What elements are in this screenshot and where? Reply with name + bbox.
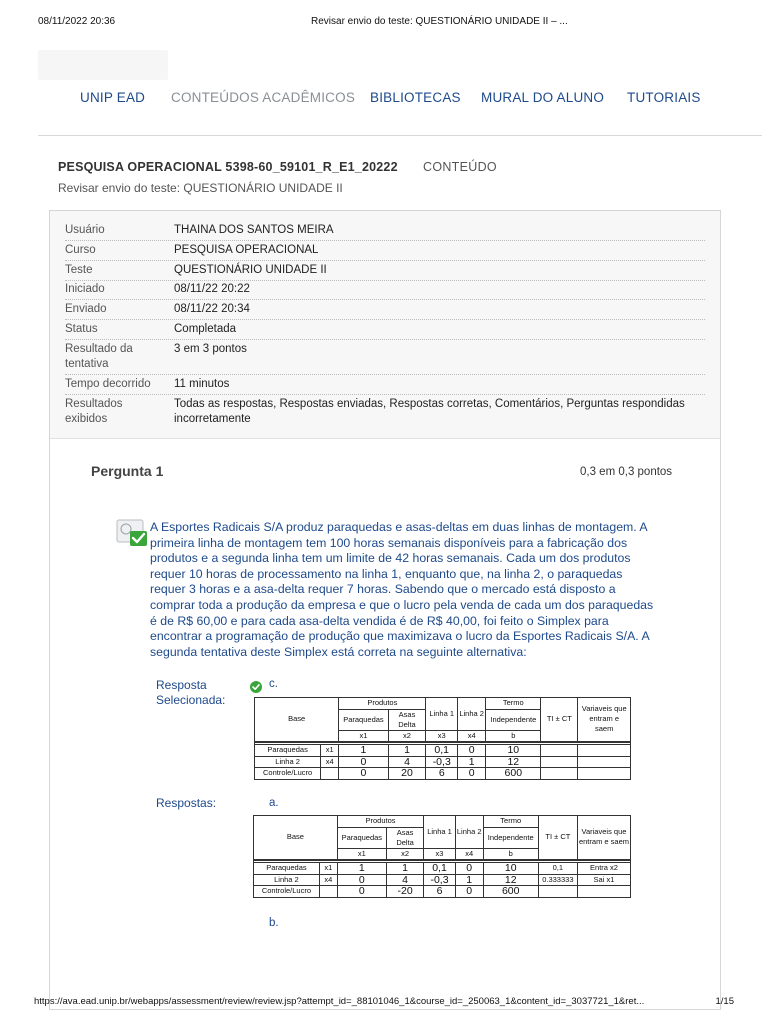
cell-base: Linha 2	[255, 756, 321, 768]
header-variaveis: Variaveis que entram e saem	[577, 816, 630, 860]
summary-value: 3 em 3 pontos	[174, 343, 247, 355]
cell-base: Controle/Lucro	[254, 886, 320, 898]
nav-unip-ead[interactable]: UNIP EAD	[80, 90, 146, 105]
cell-x3: -0,3	[426, 756, 458, 768]
cell-x2: -20	[386, 886, 423, 898]
header-asas-delta: Asas Delta	[386, 827, 423, 848]
summary-row	[65, 302, 705, 320]
cell-ti-ct	[538, 886, 577, 898]
header-b: b	[483, 848, 538, 860]
cell-b: 10	[486, 745, 541, 757]
logo[interactable]	[38, 50, 168, 80]
summary-row	[65, 243, 705, 261]
table-row	[255, 756, 631, 768]
summary-row	[65, 342, 705, 375]
cell-x2: 1	[388, 745, 426, 757]
table-row	[254, 886, 631, 898]
cell-x3: -0,3	[424, 874, 455, 886]
cell-var: x4	[319, 874, 337, 886]
header-termo: Termo	[483, 816, 538, 828]
cell-base: Controle/Lucro	[255, 768, 321, 780]
cell-x1: 0	[337, 886, 386, 898]
cell-x1: 1	[339, 745, 388, 757]
cell-variaveis	[578, 745, 631, 757]
selected-answer-label: Resposta Selecionada:	[156, 678, 226, 707]
nav-mural-do-aluno[interactable]: MURAL DO ALUNO	[481, 90, 605, 105]
top-navigation	[0, 90, 768, 110]
header-linha1: Linha 1	[426, 698, 458, 731]
attempt-summary	[50, 211, 720, 439]
summary-label: Status	[65, 323, 98, 335]
cell-x2: 4	[388, 756, 426, 768]
review-panel	[49, 210, 721, 1010]
table-row	[255, 768, 631, 780]
cell-var: x4	[321, 756, 339, 768]
cell-x2: 1	[386, 863, 423, 875]
header-base: Base	[255, 698, 339, 742]
nav-tutoriais[interactable]: TUTORIAIS	[627, 90, 701, 105]
summary-row	[65, 397, 705, 431]
answers-label: Respostas:	[156, 796, 217, 810]
nav-conteudos-academicos[interactable]: CONTEÚDOS ACADÊMICOS	[171, 90, 356, 105]
cell-variaveis	[577, 886, 630, 898]
summary-value: 11 minutos	[174, 378, 230, 390]
cell-b: 600	[486, 768, 541, 780]
cell-x1: 1	[337, 863, 386, 875]
summary-value: 08/11/22 20:22	[174, 283, 250, 295]
print-header	[38, 16, 734, 30]
cell-b: 12	[483, 874, 538, 886]
header-x4: x4	[455, 848, 483, 860]
header-paraquedas: Paraquedas	[337, 827, 386, 848]
summary-label: Enviado	[65, 303, 107, 315]
header-asas-delta: Asas Delta	[388, 709, 426, 730]
header-ti-ct: TI ± CT	[538, 816, 577, 860]
header-linha1: Linha 1	[424, 816, 455, 849]
summary-row	[65, 282, 705, 300]
selected-answer-table	[254, 697, 631, 780]
cell-variaveis	[578, 768, 631, 780]
print-url: https://ava.ead.unip.br/webapps/assessment/review/review.jsp?attempt_id=_88101046_1&course_id=_250063_1&content_id=_3037721_1&ret...	[34, 996, 645, 1007]
summary-value: QUESTIONÁRIO UNIDADE II	[174, 264, 327, 276]
cell-x2: 4	[386, 874, 423, 886]
cell-variaveis: Entra x2	[577, 863, 630, 875]
cell-x3: 0,1	[424, 863, 455, 875]
question-points: 0,3 em 0,3 pontos	[580, 466, 673, 478]
header-variaveis: Variaveis que entram e saem	[578, 698, 631, 742]
summary-label: Resultado da tentativa	[65, 343, 133, 370]
header-produtos: Produtos	[339, 698, 426, 710]
cell-variaveis: Sai x1	[577, 874, 630, 886]
cell-x4: 0	[458, 768, 486, 780]
cell-x2: 20	[388, 768, 426, 780]
question-title: Pergunta 1	[91, 463, 164, 479]
cell-ti-ct: 0,1	[538, 863, 577, 875]
option-b-letter: b.	[269, 917, 279, 929]
header-produtos: Produtos	[337, 816, 424, 828]
cell-var	[319, 886, 337, 898]
header-x2: x2	[386, 848, 423, 860]
cell-x4: 1	[455, 874, 483, 886]
cell-base: Linha 2	[254, 874, 320, 886]
summary-label: Teste	[65, 264, 93, 276]
correct-answer-icon	[116, 519, 148, 547]
nav-divider	[38, 135, 762, 136]
question-text: A Esportes Radicais S/A produz paraquedas e asas-deltas em duas linhas de montagem. A primeira linha de montagem tem 100 horas semanais disponíveis para a fabricação dos produtos e a segunda linha tem um limite de 42 horas semanais. Cada um dos produtos requer 10 horas de processamento na linha 1, enquanto que, na linha 2, o paraquedas requer 3 horas e a asa-delta requer 7 horas. Sabendo que o mercado está disposto a comprar toda a produção da empresa e que o lucro pela venda de cada um dos paraquedas é de R$ 60,00 e para cada asa-delta vendida é de R$ 40,00, foi feito o Simplex para encontrar a programação de produção que maximizava o lucro da Esportes Radicais S/A. A segunda tentativa deste Simplex está correta na seguinte alternativa:	[150, 520, 654, 659]
cell-x4: 0	[455, 886, 483, 898]
cell-ti-ct: 0.333333	[538, 874, 577, 886]
summary-value: PESQUISA OPERACIONAL	[174, 244, 319, 256]
summary-row	[65, 263, 705, 281]
cell-variaveis	[578, 756, 631, 768]
page-title: Revisar envio do teste: QUESTIONÁRIO UNIDADE II	[58, 181, 343, 195]
table-row	[254, 874, 631, 886]
print-footer	[34, 996, 734, 1010]
header-x3: x3	[424, 848, 455, 860]
summary-value: 08/11/22 20:34	[174, 303, 250, 315]
summary-label: Iniciado	[65, 283, 105, 295]
header-x2: x2	[388, 730, 426, 742]
cell-x1: 0	[339, 756, 388, 768]
cell-x4: 0	[455, 863, 483, 875]
cell-x4: 1	[458, 756, 486, 768]
print-date: 08/11/2022 20:36	[38, 16, 116, 27]
header-ti-ct: TI ± CT	[541, 698, 578, 742]
summary-label: Usuário	[65, 224, 105, 236]
selected-option-letter: c.	[269, 678, 278, 690]
summary-value: Todas as respostas, Respostas enviadas, Respostas corretas, Comentários, Perguntas respondidas incorretamente	[174, 398, 685, 425]
cell-var: x1	[319, 863, 337, 875]
header-x1: x1	[337, 848, 386, 860]
cell-ti-ct	[541, 745, 578, 757]
cell-var	[321, 768, 339, 780]
table-row	[254, 863, 631, 875]
table-row	[255, 745, 631, 757]
cell-x3: 0,1	[426, 745, 458, 757]
summary-value: Completada	[174, 323, 237, 335]
cell-x4: 0	[458, 745, 486, 757]
breadcrumb-course[interactable]: PESQUISA OPERACIONAL 5398-60_59101_R_E1_20222	[58, 160, 398, 174]
summary-value: THAINA DOS SANTOS MEIRA	[174, 224, 334, 236]
header-independente: Independente	[486, 709, 541, 730]
summary-label: Curso	[65, 244, 96, 256]
summary-row	[65, 322, 705, 340]
cell-b: 10	[483, 863, 538, 875]
header-x3: x3	[426, 730, 458, 742]
cell-base: Paraquedas	[255, 745, 321, 757]
header-linha2: Linha 2	[455, 816, 483, 849]
summary-label: Tempo decorrido	[65, 378, 151, 390]
breadcrumb-section[interactable]: CONTEÚDO	[423, 160, 497, 174]
cell-base: Paraquedas	[254, 863, 320, 875]
header-x1: x1	[339, 730, 388, 742]
header-x4: x4	[458, 730, 486, 742]
print-title: Revisar envio do teste: QUESTIONÁRIO UNIDADE II – ...	[311, 16, 568, 27]
cell-ti-ct	[541, 756, 578, 768]
option-a-letter: a.	[269, 797, 279, 809]
header-termo: Termo	[486, 698, 541, 710]
header-independente: Independente	[483, 827, 538, 848]
header-linha2: Linha 2	[458, 698, 486, 731]
summary-row	[65, 377, 705, 395]
cell-ti-ct	[541, 768, 578, 780]
cell-b: 12	[486, 756, 541, 768]
cell-x3: 6	[424, 886, 455, 898]
summary-label: Resultados exibidos	[65, 398, 123, 425]
cell-x1: 0	[339, 768, 388, 780]
nav-bibliotecas[interactable]: BIBLIOTECAS	[370, 90, 461, 105]
summary-row	[65, 223, 705, 241]
cell-x3: 6	[426, 768, 458, 780]
page-number: 1/15	[715, 996, 734, 1007]
header-base: Base	[254, 816, 338, 860]
cell-var: x1	[321, 745, 339, 757]
cell-x1: 0	[337, 874, 386, 886]
header-paraquedas: Paraquedas	[339, 709, 388, 730]
header-b: b	[486, 730, 541, 742]
cell-b: 600	[483, 886, 538, 898]
check-icon	[250, 680, 262, 692]
option-a-table	[253, 815, 631, 898]
